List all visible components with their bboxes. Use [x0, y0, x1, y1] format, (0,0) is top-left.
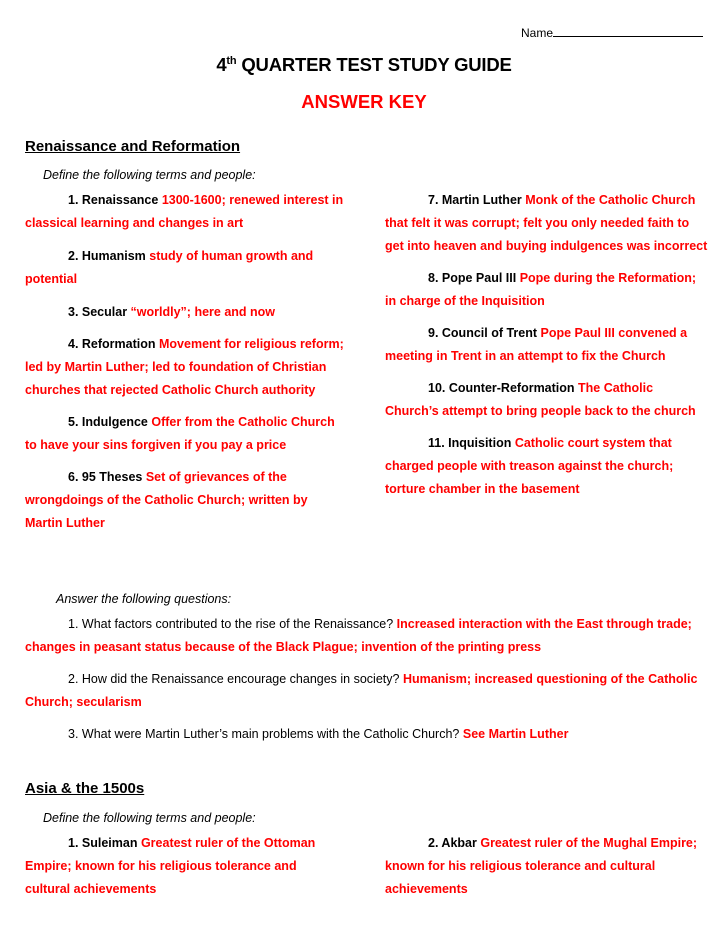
left-column-terms — [25, 189, 345, 544]
question-item: 2. How did the Renaissance encourage changes in society? Humanism; increased questioning of the Catholic Church; secularism — [25, 672, 698, 709]
term-item: 1. Suleiman Greatest ruler of the Ottoman Empire; known for his religious tolerance and cultural achievements — [25, 836, 316, 896]
question-item: 3. What were Martin Luther’s main problems with the Catholic Church? See Martin Luther — [68, 727, 569, 741]
term-item: 1. Renaissance 1300-1600; renewed interest in classical learning and changes in art — [25, 193, 344, 230]
term-item: 9. Council of Trent Pope Paul III convened a meeting in Trent in an attempt to fix the Church — [385, 326, 688, 363]
page-subtitle: ANSWER KEY — [301, 91, 427, 112]
name-field — [521, 25, 703, 40]
term-item: 8. Pope Paul III Pope during the Reformation; in charge of the Inquisition — [385, 271, 697, 308]
page-title: 4th QUARTER TEST STUDY GUIDE — [216, 54, 512, 75]
question-item: 1. What factors contributed to the rise of the Renaissance? Increased interaction with the East through trade; changes in peasant status because of the Black Plague; invention of the printing press — [25, 617, 692, 654]
term-item: 3. Secular “worldly”; here and now — [68, 305, 276, 319]
define-instruction: Define the following terms and people: — [43, 168, 256, 182]
term-item: 5. Indulgence Offer from the Catholic Church to have your sins forgiven if you pay a price — [25, 415, 335, 452]
section-heading-asia: Asia & the 1500s — [25, 780, 145, 797]
right-column-terms — [385, 832, 710, 910]
left-column-terms — [25, 832, 345, 910]
term-item: 11. Inquisition Catholic court system that charged people with treason against the church; torture chamber in the basement — [385, 436, 674, 496]
name-label: Name — [520, 26, 553, 40]
answer-instruction: Answer the following questions: — [56, 592, 232, 606]
term-item: 2. Akbar Greatest ruler of the Mughal Empire; known for his religious tolerance and cultural achievements — [385, 836, 698, 896]
term-item: 4. Reformation Movement for religious reform; led by Martin Luther; led to foundation of Christian churches that rejected Catholic Church authority — [25, 337, 344, 397]
term-item: 10. Counter-Reformation The Catholic Church’s attempt to bring people back to the church — [385, 381, 696, 418]
right-column-terms — [385, 189, 710, 510]
name-blank-line — [553, 25, 703, 37]
section-heading-renaissance: Renaissance and Reformation — [25, 138, 241, 155]
define-instruction: Define the following terms and people: — [43, 811, 256, 825]
term-item: 2. Humanism study of human growth and potential — [25, 249, 314, 286]
term-item: 7. Martin Luther Monk of the Catholic Church that felt it was corrupt; felt you only needed faith to get into heaven and buying indulgences was incorrect — [385, 193, 708, 253]
term-item: 6. 95 Theses Set of grievances of the wrongdoings of the Catholic Church; written by Martin Luther — [25, 470, 308, 530]
